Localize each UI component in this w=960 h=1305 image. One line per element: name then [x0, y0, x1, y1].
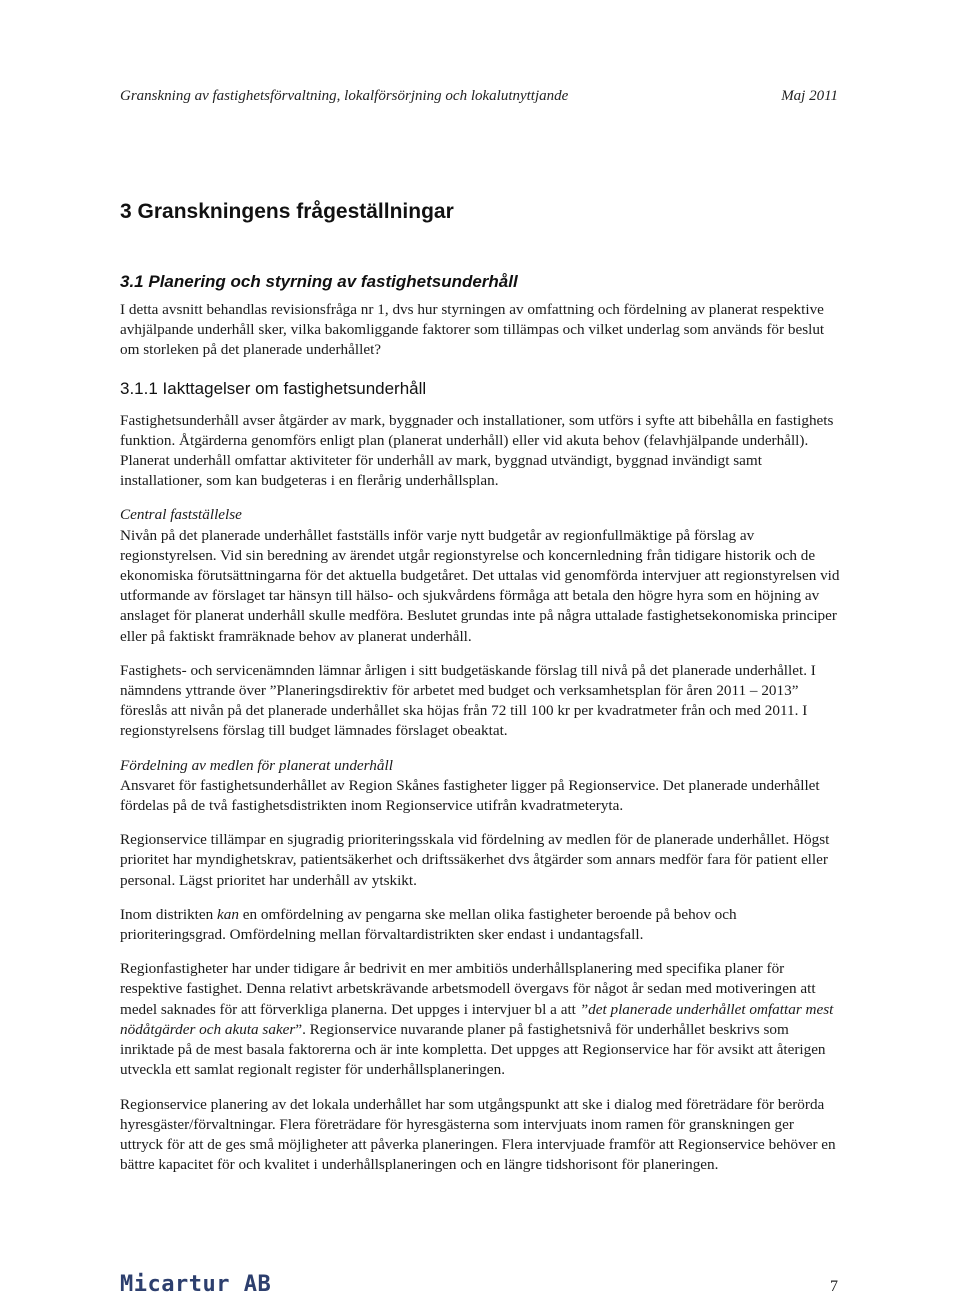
fordelning-p3-text-start: Inom distrikten: [120, 905, 218, 923]
section-intro-paragraph: I detta avsnitt behandlas revisionsfråga nr 1, dvs hur styrningen av omfattning och fördelning av planerat respektive avhjälpande underhåll sker, vilka bakomliggande faktorer som tillämpas och vilket underlag som används för beslut om storleken på det planerade underhållet?: [120, 301, 825, 359]
page-number: 7: [830, 1278, 838, 1295]
central-faststallelse-heading: Central fastställelse: [120, 506, 242, 524]
fordelning-heading: Fördelning av medlen för planerat underhåll: [120, 756, 393, 774]
fordelning-p3-emphasis: kan: [217, 905, 239, 923]
fordelning-p4-quote: ”det planerade underhållet omfattar mest nödåtgärder och akuta saker: [120, 1000, 834, 1038]
main-content: [120, 200, 840, 1189]
chapter-heading: 3 Granskningens frågeställningar: [120, 200, 454, 223]
central-paragraph-2: Fastighets- och servicenämnden lämnar årligen i sitt budgetäskande förslag till nivå på det planerade underhållet. I nämndens yttrande över ”Planeringsdirektiv för arbetet med budget och verksamhetsplan för åren 2011 – 2013” föreslås att nivån på det planerade underhållet ska höjas från 72 till 100 kr per kvadratmeter från och med 2011. I regionstyrelsens förslag till budget lämnades förslaget obeaktat.: [120, 661, 816, 740]
fordelning-paragraph-4: [120, 959, 840, 1080]
section-heading: 3.1 Planering och styrning av fastighetsunderhåll: [120, 272, 518, 291]
fordelning-paragraph-3: [120, 905, 840, 945]
fordelning-p4-text-end: ”. Regionservice nuvarande planer på fastighetsnivå för underhållet beskrivs som inriktade på de mest basala faktorerna och är inte kompletta. Det uppges att Regionservice har för avsikt att återigen utveckla ett samlat regionalt register för underhållsplaneringen.: [120, 1020, 826, 1079]
running-header-title: Granskning av fastighetsförvaltning, lokalförsörjning och lokalutnyttjande: [120, 88, 569, 104]
fordelning-p4-text-start: Regionfastigheter har under tidigare år bedrivit en mer ambitiös underhållsplanering med specifika planer för respektive fastighet. Denna relativt arbetskrävande arbetsmodell övergavs för något år sedan med motiveringen att medel saknades för att förverkliga planerna. Det uppges i intervjuer bl a att: [120, 960, 816, 1018]
fastighetsunderhall-paragraph: Fastighetsunderhåll avser åtgärder av mark, byggnader och installationer, som utförs i syfte att bibehålla en fastighets funktion. Åtgärderna genomförs enligt plan (planerat underhåll) eller vid akuta behov (felavhjälpande underhåll). Planerat underhåll omfattar aktiviteter för underhåll av mark, byggnad utvändigt, byggnad invändigt samt installationer, som kan budgeteras i en flerårig underhållsplan.: [120, 411, 834, 490]
fordelning-paragraph-2: Regionservice tillämpar en sjugradig prioriteringsskala vid fördelning av medlen för de planerade underhållet. Högst prioritet har myndighetskrav, patientsäkerhet och driftssäkerhet dvs åtgärder som annars medför fara för patient eller personal. Lägst prioritet har underhåll av ytskikt.: [120, 831, 830, 889]
footer-brand-logo: Micartur AB: [120, 1272, 272, 1297]
running-header-date: Maj 2011: [781, 88, 838, 104]
fordelning-paragraph-5: Regionservice planering av det lokala underhållet har som utgångspunkt att ske i dialog med företrädare för berörda hyresgäster/förvaltningar. Flera företrädare för hyresgästerna som intervjuats inom ramen för granskningen ger uttryck för att de ges små möjligheter att påverka planeringen. Flera intervjuade framför att Regionservice behöver en bättre kapacitet för och kvalitet i underhållsplaneringen och en längre tidshorisont för planeringen.: [120, 1095, 836, 1174]
central-paragraph-1: Nivån på det planerade underhållet fastställs inför varje nytt budgetår av regionfullmäktige på förslag av regionstyrelsen. Vid sin beredning av ärendet utgår regionstyrelse och koncernledning från tidigare historik och de ekonomiska förutsättningarna för det aktuella budgetåret. Det uttalas vid genomförda intervjuer att regionstyrelsen vid utformande av förslaget tar hänsyn till hälso- och sjukvårdens förmåga att betala den högre hyra som en höjning av anslaget för planerat underhåll skulle medföra. Beslutet grundas inte på några uttalade fastighetsekonomiska principer eller på faktiskt framräknade behov av planerat underhåll.: [120, 526, 840, 645]
subsection-heading: 3.1.1 Iakttagelser om fastighetsunderhåll: [120, 378, 427, 398]
fordelning-paragraph-1: Ansvaret för fastighetsunderhållet av Region Skånes fastigheter ligger på Regionservice. Det planerade underhållet fördelas på de två fastighetsdistrikten inom Regionservice utifrån kvadratmeteryta.: [120, 776, 820, 815]
fordelning-p3-text-end: en omfördelning av pengarna ske mellan olika fastigheter beroende på behov och prioriteringsgrad. Omfördelning mellan förvaltardistrikten sker endast i undantagsfall.: [120, 905, 737, 944]
